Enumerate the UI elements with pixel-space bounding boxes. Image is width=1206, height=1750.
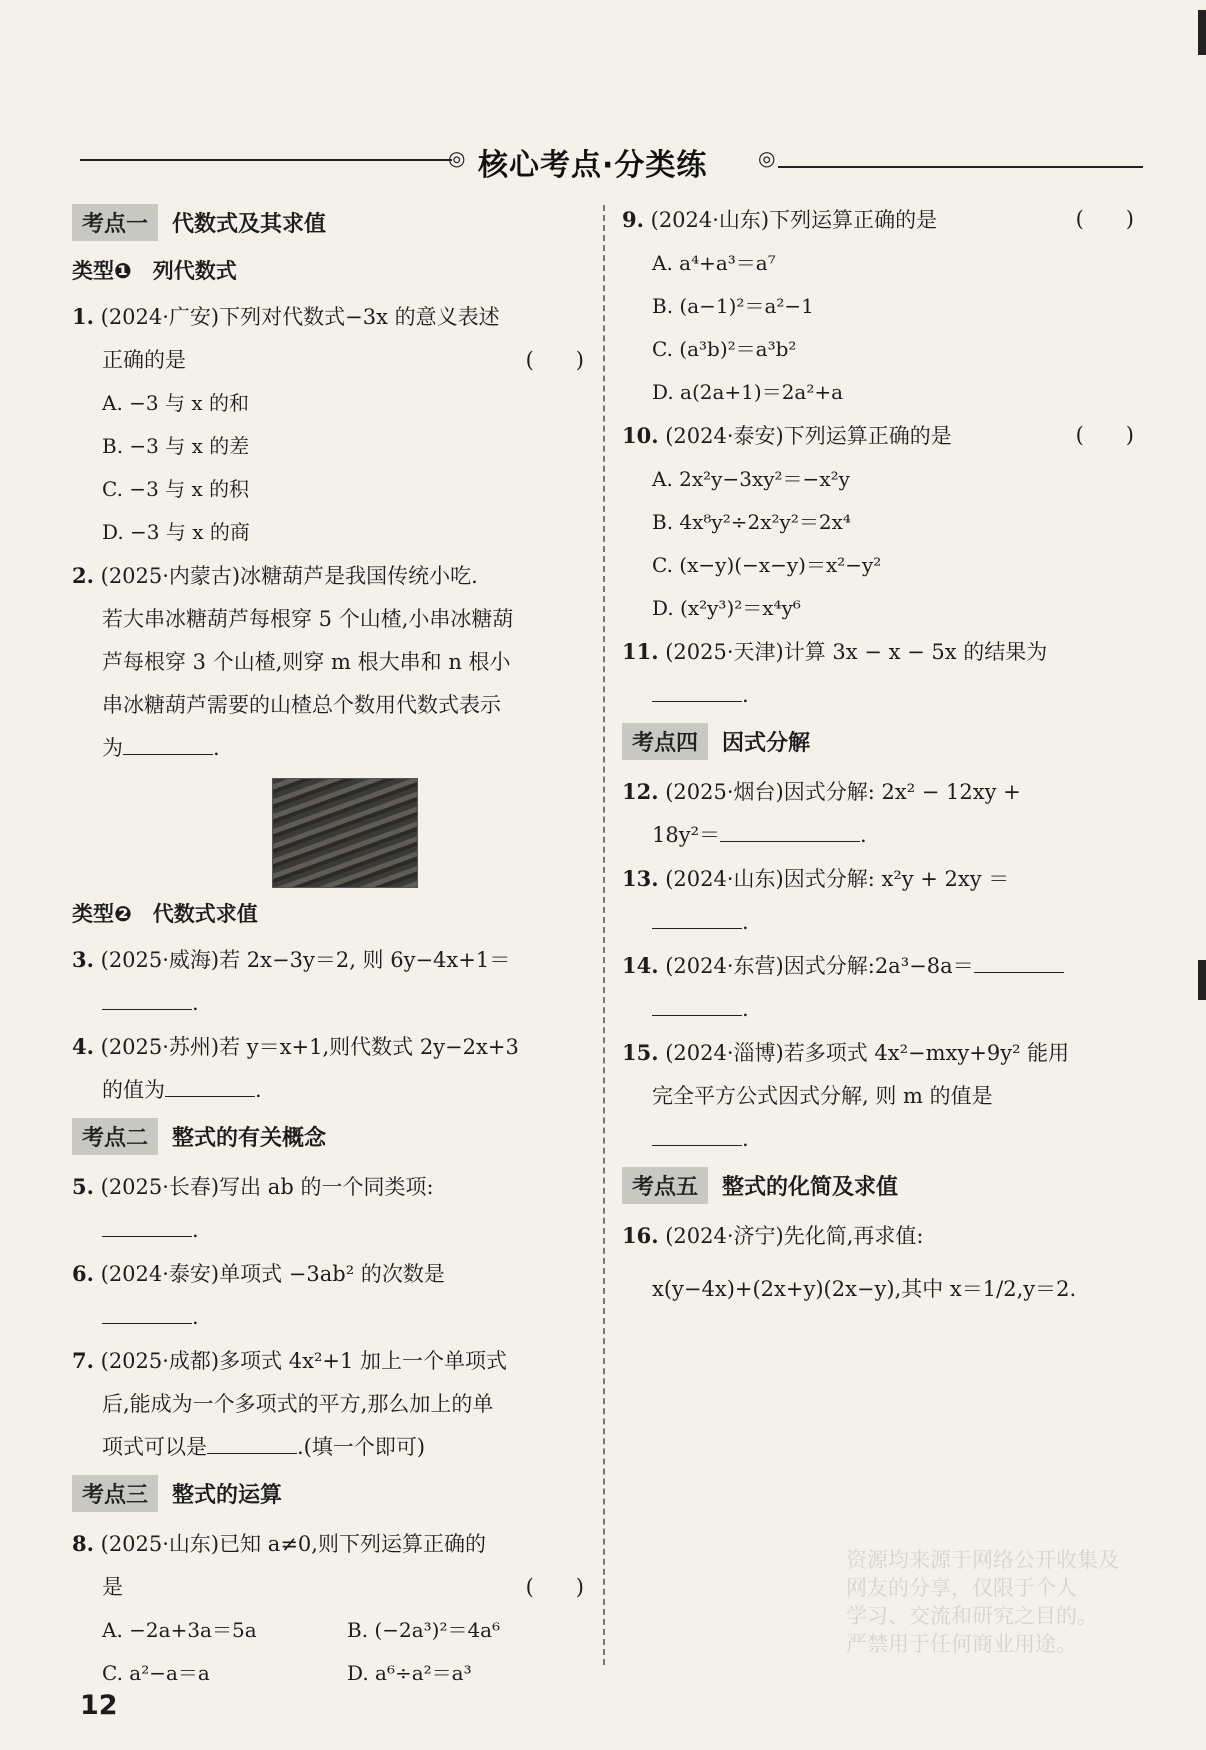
option-d: D. a⁶÷a²＝a³ [347,1661,472,1685]
question-16 [622,1214,1142,1311]
question-text: (2025·成都)多项式 4x²+1 加上一个单项式 [100,1349,508,1373]
question-number: 10. [622,423,659,448]
edge-mark [1198,960,1206,1000]
question-text: (2024·泰安)下列运算正确的是 [665,424,952,448]
question-line: 芦每根穿 3 个山楂,则穿 m 根大串和 n 根小 [102,650,511,674]
question-7 [72,1339,592,1469]
question-13 [622,857,1142,944]
section-title: 因式分解 [722,731,811,756]
question-text: 正确的是 [102,348,186,372]
answer-blank[interactable] [102,1218,192,1237]
question-number: 16. [622,1223,659,1248]
watermark-line: 资源均来源于网络公开收集及 [846,1548,1119,1572]
question-number: 1. [72,304,94,329]
question-number: 9. [622,207,644,232]
question-text: 项式可以是 [102,1435,207,1459]
answer-blank[interactable] [102,991,192,1010]
option-b: B. 4x⁸y²÷2x²y²＝2x⁴ [652,510,851,534]
question-text: (2024·泰安)单项式 −3ab² 的次数是 [100,1262,445,1286]
question-line [72,339,592,382]
option-a: A. a⁴+a³＝a⁷ [652,251,776,275]
question-line: . [72,982,592,1025]
question-10 [622,414,1142,458]
page-number: 12 [80,1690,118,1721]
edge-mark [1198,10,1206,55]
question-15 [622,1031,1142,1161]
section-title: 代数式及其求值 [172,212,327,237]
option-a: A. 2x²y−3xy²＝−x²y [652,467,850,491]
question-text: (2025·山东)已知 a≠0,则下列运算正确的 [100,1532,486,1556]
question-text: (2025·威海)若 2x−3y＝2, 则 6y−4x+1＝ [100,948,511,972]
answer-blank[interactable] [652,683,742,702]
question-text: (2025·天津)计算 3x − x − 5x 的结果为 [665,640,1048,664]
question-14 [622,944,1142,1031]
question-6 [72,1252,592,1339]
question-line: 完全平方公式因式分解, 则 m 的值是 [652,1084,993,1108]
option-c: C. −3 与 x 的积 [102,477,250,501]
option-a: A. −3 与 x 的和 [102,391,249,415]
watermark-line: 网友的分享，仅限于个人 [846,1576,1077,1600]
question-text: (2024·淄博)若多项式 4x²−mxy+9y² 能用 [665,1041,1070,1065]
question-8 [72,1522,592,1609]
section-tag: 考点三 [72,1475,158,1512]
watermark-line: 严禁用于任何商业用途。 [846,1632,1077,1656]
question-text: (2024·山东)因式分解: x²y + 2xy ＝ [665,867,1010,891]
question-number: 11. [622,639,659,664]
right-column [622,198,1142,1311]
option-b: B. (−2a³)²＝4a⁶ [347,1618,501,1642]
question-text: 为 [102,736,123,760]
question-number: 13. [622,866,659,891]
question-12 [622,770,1142,857]
question-text: (2024·山东)下列运算正确的是 [650,208,938,232]
section-tag: 考点五 [622,1167,708,1204]
option-d: D. (x²y³)²＝x⁴y⁶ [652,596,801,620]
question-line: . [622,901,1142,944]
question-number: 6. [72,1261,94,1286]
answer-blank[interactable] [207,1435,297,1454]
answer-blank[interactable] [165,1078,255,1097]
option-c: C. a²−a＝a [102,1661,210,1685]
answer-bracket[interactable]: ( ) [1075,423,1134,447]
option-b: B. −3 与 x 的差 [102,434,250,458]
question-number: 5. [72,1174,94,1199]
question-number: 15. [622,1040,659,1065]
watermark-line: 学习、交流和研究之目的。 [846,1604,1098,1628]
question-line: 若大串冰糖葫芦每根穿 5 个山楂,小串冰糖葫 [102,607,514,631]
question-line: x(y−4x)+(2x+y)(2x−y),其中 x＝1/2,y＝2. [652,1277,1077,1301]
question-5 [72,1165,592,1252]
question-line: . [622,1118,1142,1161]
question-9 [622,198,1142,242]
option-d: D. a(2a+1)＝2a²+a [652,380,844,404]
option-c: C. (a³b)²＝a³b² [652,337,797,361]
question-text: (2025·长春)写出 ab 的一个同类项: [100,1175,434,1199]
question-line [72,1566,592,1609]
option-a: A. −2a+3a＝5a [102,1618,257,1642]
answer-bracket[interactable]: ( ) [525,348,584,372]
question-line: . [622,988,1142,1031]
question-text: 的值为 [102,1078,165,1102]
question-text: (2025·烟台)因式分解: 2x² − 12xy + [665,780,1021,804]
answer-bracket[interactable]: ( ) [525,1575,584,1599]
question-line: 18y²＝ . [652,823,867,847]
question-line: 串冰糖葫芦需要的山楂总个数用代数式表示 [102,693,501,717]
answer-blank[interactable] [102,1305,192,1324]
question-text: 是 [102,1575,123,1599]
option-d: D. −3 与 x 的商 [102,520,250,544]
banner-dot-right: ◎ [758,146,776,170]
question-number: 2. [72,563,94,588]
answer-blank[interactable] [123,736,213,755]
section-heading-2 [72,1118,326,1155]
question-2 [72,554,592,770]
question-line: . [72,1209,592,1252]
answer-blank[interactable] [974,954,1064,973]
section-tag: 考点四 [622,723,708,760]
question-1 [72,295,592,382]
type-heading-1: 类型❶ 列代数式 [72,259,237,283]
section-heading-1 [72,204,326,241]
question-line: . [72,1296,592,1339]
question-number: 7. [72,1348,94,1373]
question-number: 12. [622,779,659,804]
answer-bracket[interactable]: ( ) [1075,207,1134,231]
answer-blank[interactable] [720,823,860,842]
option-row [72,1609,592,1652]
option-b: B. (a−1)²＝a²−1 [652,294,814,318]
question-text: 18y²＝ [652,823,721,847]
answer-blank[interactable] [652,910,742,929]
section-title: 整式的有关概念 [172,1126,327,1151]
question-number: 4. [72,1034,94,1059]
section-tag: 考点二 [72,1118,158,1155]
left-column [72,198,592,1695]
column-divider [603,205,605,1665]
question-text: (2024·东营)因式分解:2a³−8a＝ [665,954,974,978]
section-title: 整式的化简及求值 [722,1175,899,1200]
banner-title: 核心考点·分类练 [478,148,708,183]
section-heading-5 [622,1167,898,1204]
answer-blank[interactable] [652,1127,742,1146]
option-row [72,1652,592,1695]
question-text: (2025·苏州)若 y＝x+1,则代数式 2y−2x+3 [100,1035,519,1059]
banner-dot-left: ◎ [448,146,466,170]
banner-rule-right [778,166,1143,168]
question-text: (2024·广安)下列对代数式−3x 的意义表述 [100,305,500,329]
question-line [72,1426,592,1469]
watermark [846,1546,1206,1658]
question-number: 14. [622,953,659,978]
section-heading-4 [622,723,810,760]
question-line: 为 . [102,736,220,760]
question-11 [622,630,1142,717]
answer-blank[interactable] [652,997,742,1016]
question-text: (2024·济宁)先化简,再求值: [665,1224,924,1248]
section-heading-3 [72,1475,282,1512]
banner-rule-left [80,159,452,161]
section-tag: 考点一 [72,204,158,241]
question-text: .(填一个即可) [297,1435,426,1459]
question-3 [72,938,592,1025]
question-number: 8. [72,1531,94,1556]
option-c: C. (x−y)(−x−y)＝x²−y² [652,553,882,577]
question-text: (2025·内蒙古)冰糖葫芦是我国传统小吃. [100,564,478,588]
question-4 [72,1025,592,1112]
type-heading-2: 类型❷ 代数式求值 [72,902,258,926]
question-number: 3. [72,947,94,972]
section-title: 整式的运算 [172,1483,283,1508]
question-line: 的值为 . [102,1078,262,1102]
question-line: 后,能成为一个多项式的平方,那么加上的单 [102,1392,494,1416]
candied-haws-photo [272,778,418,888]
question-line: . [622,674,1142,717]
